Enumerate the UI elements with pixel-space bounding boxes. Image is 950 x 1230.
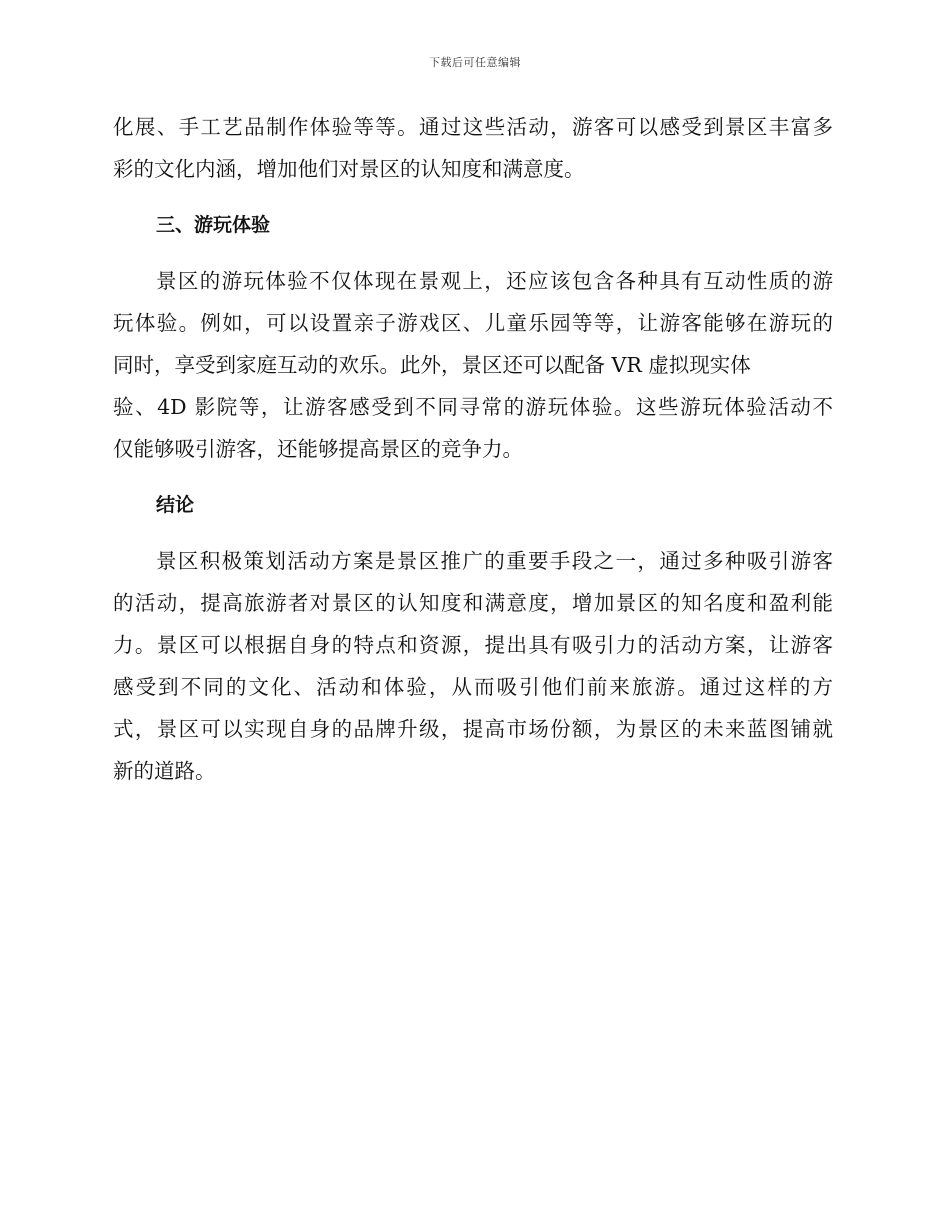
section-heading-play-experience: 三、游玩体验 (156, 214, 271, 236)
text-line: 化展、手工艺品制作体验等等。通过这些活动，游客可以感受到景区丰富多 (113, 115, 833, 139)
conclusion-paragraph (113, 540, 833, 792)
text-line: 彩的文化内涵，增加他们对景区的认知度和满意度。 (113, 157, 585, 181)
intro-paragraph (113, 106, 833, 190)
text-line: 同时，享受到家庭互动的欢乐。此外，景区还可以配备 VR 虚拟现实体 (113, 353, 751, 377)
text-line: 仅能够吸引游客，还能够提高景区的竞争力。 (113, 437, 523, 461)
page-header: 下载后可任意编辑 (429, 56, 521, 69)
text-line: 验、4D 影院等，让游客感受到不同寻常的游玩体验。这些游玩体验活动不 (113, 395, 833, 419)
section-heading-conclusion: 结论 (156, 494, 195, 516)
text-line: 景区积极策划活动方案是景区推广的重要手段之一，通过多种吸引游客 (156, 549, 833, 573)
text-line: 感受到不同的文化、活动和体验，从而吸引他们前来旅游。通过这样的方 (113, 675, 833, 699)
text-line: 玩体验。例如，可以设置亲子游戏区、儿童乐园等等，让游客能够在游玩的 (113, 311, 833, 335)
text-line: 景区的游玩体验不仅体现在景观上，还应该包含各种具有互动性质的游 (156, 269, 833, 293)
play-experience-paragraph (113, 260, 833, 470)
text-line: 力。景区可以根据自身的特点和资源，提出具有吸引力的活动方案，让游客 (113, 633, 833, 657)
document-body (113, 106, 833, 792)
text-line: 的活动，提高旅游者对景区的认知度和满意度，增加景区的知名度和盈利能 (113, 591, 833, 615)
text-line: 新的道路。 (113, 759, 216, 783)
text-line: 式，景区可以实现自身的品牌升级，提高市场份额，为景区的未来蓝图铺就 (113, 717, 833, 741)
